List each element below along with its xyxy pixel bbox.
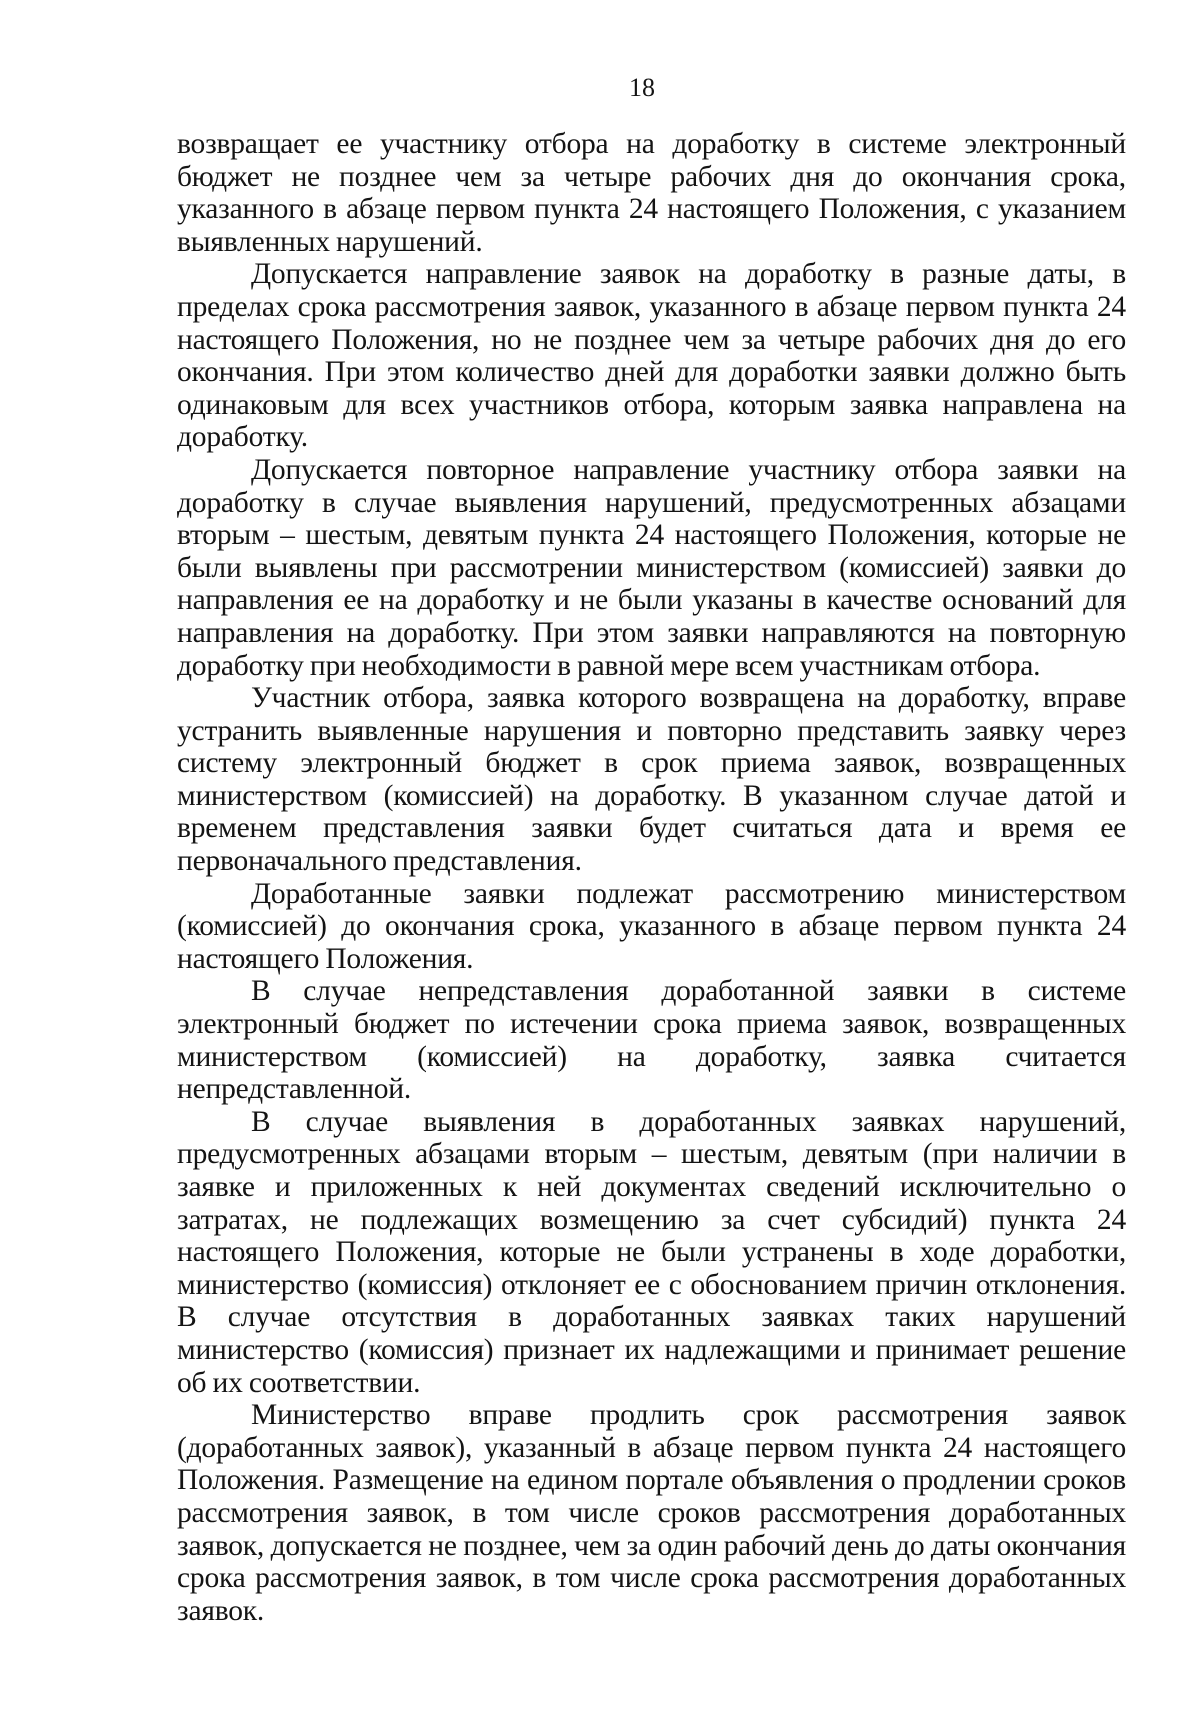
- paragraph-violations: В случае выявления в доработанных заявках нарушений, предусмотренных абзацами вторым – шестым, девятым (при наличии в заявке и приложенных к ней документах сведений исключительно о затратах, не подлежащих возмещению за счет субсидий) пункта 24 настоящего Положения, которые не были устранены в ходе доработки, министерство (комиссия) отклоняет ее с обоснованием причин отклонения. В случае отсутствия в доработанных заявках таких нарушений министерство (комиссия) признает их надлежащими и принимает решение об их соответствии.: [177, 1105, 1126, 1399]
- paragraph-repeat-return: Допускается повторное направление участнику отбора заявки на доработку в случае выявления нарушений, предусмотренных абзацами вторым – шестым, девятым пункта 24 настоящего Положения, которые не были выявлены при рассмотрении министерством (комиссией) заявки до направления ее на доработку и не были указаны в качестве оснований для направления на доработку. При этом заявки направляются на повторную доработку при необходимости в равной мере всем участникам отбора.: [177, 453, 1126, 682]
- document-body: [177, 128, 1126, 1627]
- paragraph-extension: Министерство вправе продлить срок рассмотрения заявок (доработанных заявок), указанный в абзаце первом пункта 24 настоящего Положения. Размещение на едином портале объявления о продлении сроков рассмотрения заявок, в том числе сроков рассмотрения доработанных заявок, допускается не позднее, чем за один рабочий день до даты окончания срока рассмотрения заявок, в том числе срока рассмотрения доработанных заявок.: [177, 1399, 1126, 1627]
- paragraph-participant-rights: Участник отбора, заявка которого возвращена на доработку, вправе устранить выявленные нарушения и повторно представить заявку через систему электронный бюджет в срок приема заявок, возвращенных министерством (комиссией) на доработку. В указанном случае датой и временем представления заявки будет считаться дата и время ее первоначального представления.: [177, 682, 1126, 878]
- paragraph-revised-review: Доработанные заявки подлежат рассмотрению министерством (комиссией) до окончания срока, указанного в абзаце первом пункта 24 настоящего Положения.: [177, 877, 1126, 975]
- paragraph-non-submission: В случае непредставления доработанной заявки в системе электронный бюджет по истечении срока приема заявок, возвращенных министерством (комиссией) на доработку, заявка считается непредставленной.: [177, 975, 1126, 1106]
- paragraph-continuation: возвращает ее участнику отбора на доработку в системе электронный бюджет не позднее чем за четыре рабочих дня до окончания срока, указанного в абзаце первом пункта 24 настоящего Положения, с указанием выявленных нарушений.: [177, 128, 1126, 258]
- page-number: 18: [629, 73, 655, 102]
- paragraph-return-dates: Допускается направление заявок на доработку в разные даты, в пределах срока рассмотрения заявок, указанного в абзаце первом пункта 24 настоящего Положения, но не позднее чем за четыре рабочих дня до его окончания. При этом количество дней для доработки заявки должно быть одинаковым для всех участников отбора, которым заявка направлена на доработку.: [177, 258, 1126, 454]
